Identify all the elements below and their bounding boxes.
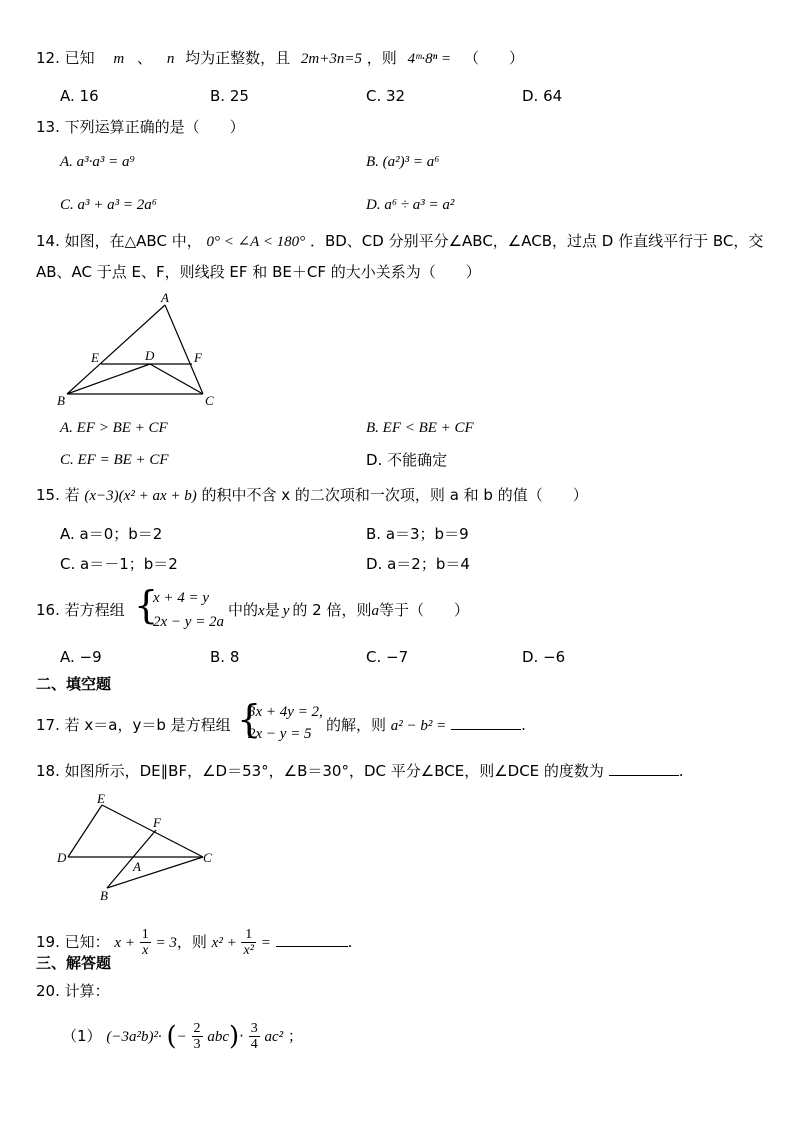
- q12-var-n: n: [166, 51, 175, 67]
- q19-equals-3: = 3: [155, 935, 177, 951]
- q20-stem: 20. 计算：: [36, 982, 110, 1000]
- q15-stem: [36, 485, 588, 506]
- q16-text-c: 是: [264, 601, 280, 619]
- q14-label-b: B: [57, 393, 65, 408]
- q14-option-a[interactable]: A. EF > BE + CF: [60, 420, 168, 436]
- section-solve: 三、解答题: [36, 954, 112, 972]
- q12-option-b[interactable]: B. 25: [210, 87, 249, 105]
- q17-text-b: 的解，则: [326, 716, 387, 734]
- q18-answer-blank[interactable]: [609, 761, 679, 776]
- q16-var-a: a: [371, 603, 379, 619]
- q18-label-a: A: [133, 859, 141, 874]
- q20-p1-end: ；: [287, 1027, 303, 1045]
- q14-option-c[interactable]: C. EF = BE + CF: [60, 452, 169, 468]
- q20-part-1-label: （1）: [62, 1027, 102, 1045]
- q20-p1-ac2: ac²: [264, 1029, 284, 1045]
- q15-text-a: 15. 若: [36, 486, 80, 504]
- q19-fraction-1: [140, 927, 151, 958]
- q14-option-d[interactable]: D. 不能确定: [366, 451, 448, 469]
- q16-option-d[interactable]: D. −6: [522, 648, 566, 666]
- q16-option-b[interactable]: B. 8: [210, 648, 240, 666]
- q16-text-e: 等于（ ）: [378, 601, 469, 619]
- q18-label-f: F: [153, 815, 161, 830]
- q16-stem-a: 16. 若方程组: [36, 601, 125, 619]
- q12-text-b: 均为正整数，且: [185, 49, 291, 67]
- q18-label-c: C: [203, 850, 212, 865]
- q14-stem-line1: [36, 231, 763, 252]
- q19-x2-term: x² +: [211, 935, 237, 951]
- q13-option-c[interactable]: C. a³ + a³ = 2a⁶: [60, 197, 157, 213]
- q20-p1-fraction-1: [192, 1021, 203, 1052]
- q18-figure: [55, 790, 225, 910]
- q13-option-b[interactable]: B. (a²)³ = a⁶: [366, 154, 440, 170]
- q13-option-a[interactable]: A. a³·a³ = a⁹: [60, 154, 135, 170]
- q13-option-d[interactable]: D. a⁶ ÷ a³ = a²: [366, 197, 455, 213]
- q19-text-a: 19. 已知：: [36, 933, 110, 951]
- q19-text-b: ，则: [176, 933, 207, 951]
- q20-p1-minus: −: [176, 1029, 187, 1045]
- q16-option-c[interactable]: C. −7: [366, 648, 409, 666]
- q20-p1-frac1-num: 2: [193, 1021, 201, 1036]
- q15-option-d[interactable]: D. a＝2；b＝4: [366, 555, 470, 573]
- q14-option-b[interactable]: B. EF < BE + CF: [366, 420, 474, 436]
- section-fill-in: 二、填空题: [36, 675, 112, 693]
- q16-var-y: y: [282, 603, 290, 619]
- q15-text-b: 的积中不含 x 的二次项和一次项，则 a 和 b 的值（ ）: [201, 486, 588, 504]
- q12-option-d[interactable]: D. 64: [522, 87, 563, 105]
- q12-option-c[interactable]: C. 32: [366, 87, 406, 105]
- q14-label-f: F: [194, 350, 202, 365]
- q17-equation-1: 3x + 4y = 2,: [248, 704, 323, 720]
- q14-triangle-figure: [55, 290, 225, 410]
- q14-text-a: 14. 如图，在△ABC 中，: [36, 232, 202, 250]
- q19-end: .: [347, 933, 353, 951]
- q18-label-e: E: [97, 791, 105, 806]
- q20-p1-frac2-den: 4: [250, 1037, 258, 1052]
- q15-option-c[interactable]: C. a＝－1；b＝2: [60, 555, 178, 573]
- q19-frac2-num: 1: [241, 927, 255, 943]
- q18-text: 18. 如图所示，DE∥BF，∠D＝53°，∠B＝30°，DC 平分∠BCE，则∠DCE 的度数为: [36, 762, 604, 780]
- q14-condition: 0° < ∠A < 180°: [206, 234, 306, 250]
- q20-p1-frac2-num: 3: [250, 1021, 258, 1036]
- q19-fraction-2: [241, 927, 255, 958]
- q20-p1-fraction-2: [249, 1021, 260, 1052]
- q15-option-b[interactable]: B. a＝3；b＝9: [366, 525, 469, 543]
- q14-text-b: ．BD、CD 分别平分∠ABC，∠ACB，过点 D 作直线平行于 BC，交: [309, 232, 764, 250]
- q17-end: .: [521, 716, 526, 734]
- q20-p1-term-a: (−3a²b)²·: [106, 1029, 162, 1045]
- q17-equation-2: 2x − y = 5: [248, 726, 312, 742]
- q18-stem: [36, 761, 683, 781]
- q14-label-e: E: [91, 350, 99, 365]
- q17-expression: a² − b² =: [390, 718, 447, 734]
- q16-equation-2: 2x − y = 2a: [153, 614, 225, 630]
- q17-answer-blank[interactable]: [451, 715, 521, 730]
- q17-stem-rest: [326, 715, 526, 736]
- q16-var-x: x: [258, 603, 265, 619]
- q12-var-m: m: [113, 51, 125, 67]
- q16-equation-1: x + 4 = y: [153, 590, 210, 606]
- q14-stem-line2: AB、AC 于点 E、F，则线段 EF 和 BE＋CF 的大小关系为（ ）: [36, 263, 481, 281]
- q20-p1-abc: abc: [207, 1029, 229, 1045]
- q12-answer-paren: （ ）: [463, 49, 524, 67]
- q15-option-a[interactable]: A. a＝0；b＝2: [60, 525, 163, 543]
- q12-expression: 4ᵐ·8ⁿ =: [407, 51, 452, 67]
- q19-frac1-num: 1: [141, 927, 149, 942]
- q14-label-a: A: [161, 290, 169, 305]
- q14-label-d: D: [145, 348, 155, 363]
- q19-equals: =: [260, 935, 271, 951]
- q17-system-brace: {: [237, 697, 262, 741]
- q12-text-c: ，则: [366, 49, 397, 67]
- q18-label-d: D: [57, 850, 67, 865]
- q13-stem: 13. 下列运算正确的是（ ）: [36, 118, 245, 136]
- q12-option-a[interactable]: A. 16: [60, 87, 99, 105]
- q20-p1-frac1-den: 3: [193, 1037, 201, 1052]
- q15-expression: (x−3)(x² + ax + b): [84, 488, 197, 504]
- q16-system-brace: {: [134, 583, 159, 627]
- q16-text-b: 中的: [228, 601, 259, 619]
- q16-stem-rest: [228, 600, 469, 621]
- q20-p1-paren-close: ): [228, 1021, 240, 1052]
- q12-sep: 、: [137, 49, 153, 67]
- q20-p1-paren-open: (: [166, 1021, 177, 1052]
- q16-text-d: 的 2 倍，则: [292, 601, 372, 619]
- q20-part-1: （1） (−3a²b)²· (− $\frac{2}{3}$ abc)· $\frac{3}{4}$ ac² ；: [62, 1021, 303, 1052]
- q12-text: 12. 已知: [36, 49, 95, 67]
- q14-label-c: C: [205, 393, 214, 408]
- q16-option-a[interactable]: A. −9: [60, 648, 102, 666]
- q12-condition: 2m+3n=5: [300, 51, 362, 67]
- q18-label-b: B: [100, 888, 108, 903]
- q19-frac2-den: x²: [243, 943, 254, 958]
- q19-frac1-den: x: [142, 943, 149, 958]
- q19-x-term: x +: [114, 935, 135, 951]
- q19-answer-blank[interactable]: [276, 932, 348, 947]
- q12-stem: [36, 48, 524, 69]
- q17-stem-a: 17. 若 x＝a，y＝b 是方程组: [36, 716, 231, 734]
- q18-end: .: [678, 762, 684, 780]
